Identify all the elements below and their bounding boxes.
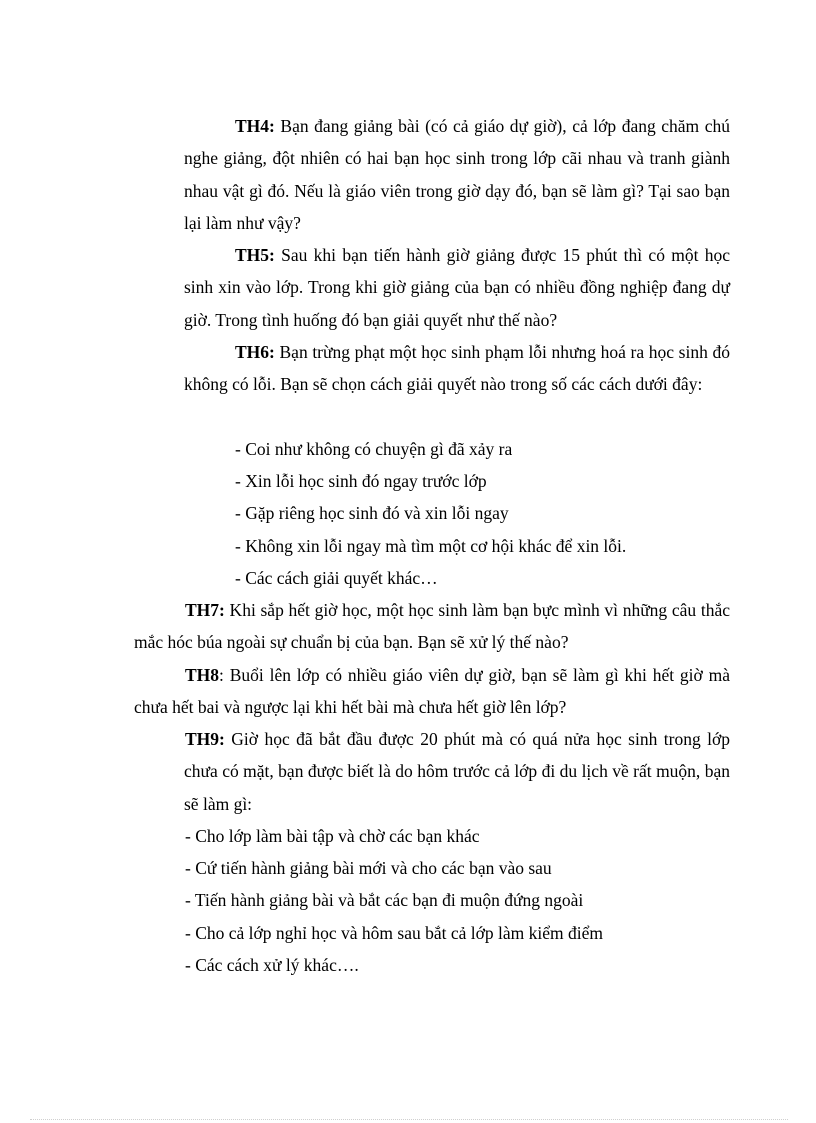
th4-text: Bạn đang giảng bài (có cả giáo dự giờ), cả lớp đang chăm chú nghe giảng, đột nhiên có hai bạn học sinh trong lớp cãi nhau và tranh giành nhau vật gì đó. Nếu là giáo viên trong giờ dạy đó, bạn sẽ làm gì? Tại sao bạn lại làm như vậy? bbox=[184, 116, 730, 233]
th9-option: - Các cách xử lý khác…. bbox=[185, 955, 359, 975]
th7-text: Khi sắp hết giờ học, một học sinh làm bạn bực mình vì những câu thắc mắc hóc búa ngoài sự chuẩn bị của bạn. Bạn sẽ xử lý thế nào? bbox=[134, 600, 730, 653]
th6-option: - Gặp riêng học sinh đó và xin lỗi ngay bbox=[235, 503, 509, 523]
th8-label: TH8 bbox=[185, 665, 220, 685]
th9-option: - Tiến hành giảng bài và bắt các bạn đi muộn đứng ngoài bbox=[185, 890, 584, 910]
th7-label: TH7: bbox=[185, 600, 225, 620]
th5-label: TH5: bbox=[235, 245, 275, 265]
th9-label: TH9: bbox=[185, 729, 225, 749]
th6-option: - Không xin lỗi ngay mà tìm một cơ hội khác để xin lỗi. bbox=[235, 536, 627, 556]
th6-paragraph bbox=[184, 336, 730, 401]
th9-option: - Cứ tiến hành giảng bài mới và cho các bạn vào sau bbox=[185, 858, 552, 878]
th5-text: Sau khi bạn tiến hành giờ giảng được 15 phút thì có một học sinh xin vào lớp. Trong khi giờ giảng của bạn có nhiều đồng nghiệp đang dự giờ. Trong tình huống đó bạn giải quyết như thế nào? bbox=[184, 245, 730, 330]
th9-option: - Cho lớp làm bài tập và chờ các bạn khác bbox=[185, 826, 480, 846]
th6-option: - Xin lỗi học sinh đó ngay trước lớp bbox=[235, 471, 487, 491]
th6-text: Bạn trừng phạt một học sinh phạm lỗi nhưng hoá ra học sinh đó không có lỗi. Bạn sẽ chọn cách giải quyết nào trong số các cách dưới đây: bbox=[184, 342, 730, 395]
th8-text: : Buổi lên lớp có nhiều giáo viên dự giờ, bạn sẽ làm gì khi hết giờ mà chưa hết bai và ngược lại khi hết bài mà chưa hết giờ lên lớp? bbox=[134, 665, 730, 718]
th6-option: - Các cách giải quyết khác… bbox=[235, 568, 438, 588]
th4-paragraph bbox=[184, 110, 730, 239]
th6-label: TH6: bbox=[235, 342, 275, 362]
th9-text: Giờ học đã bắt đầu được 20 phút mà có quá nửa học sinh trong lớp chưa có mặt, bạn được biết là do hôm trước cả lớp đi du lịch về rất muộn, bạn sẽ làm gì: bbox=[184, 729, 730, 814]
page-bottom-rule bbox=[30, 1119, 788, 1120]
th8-paragraph bbox=[134, 659, 730, 724]
th5-paragraph bbox=[184, 239, 730, 336]
th4-label: TH4: bbox=[235, 116, 275, 136]
th9-option: - Cho cả lớp nghỉ học và hôm sau bắt cả lớp làm kiểm điểm bbox=[185, 923, 603, 943]
th9-paragraph bbox=[184, 723, 730, 820]
th6-option: - Coi như không có chuyện gì đã xảy ra bbox=[235, 439, 513, 459]
th7-paragraph bbox=[134, 594, 730, 659]
